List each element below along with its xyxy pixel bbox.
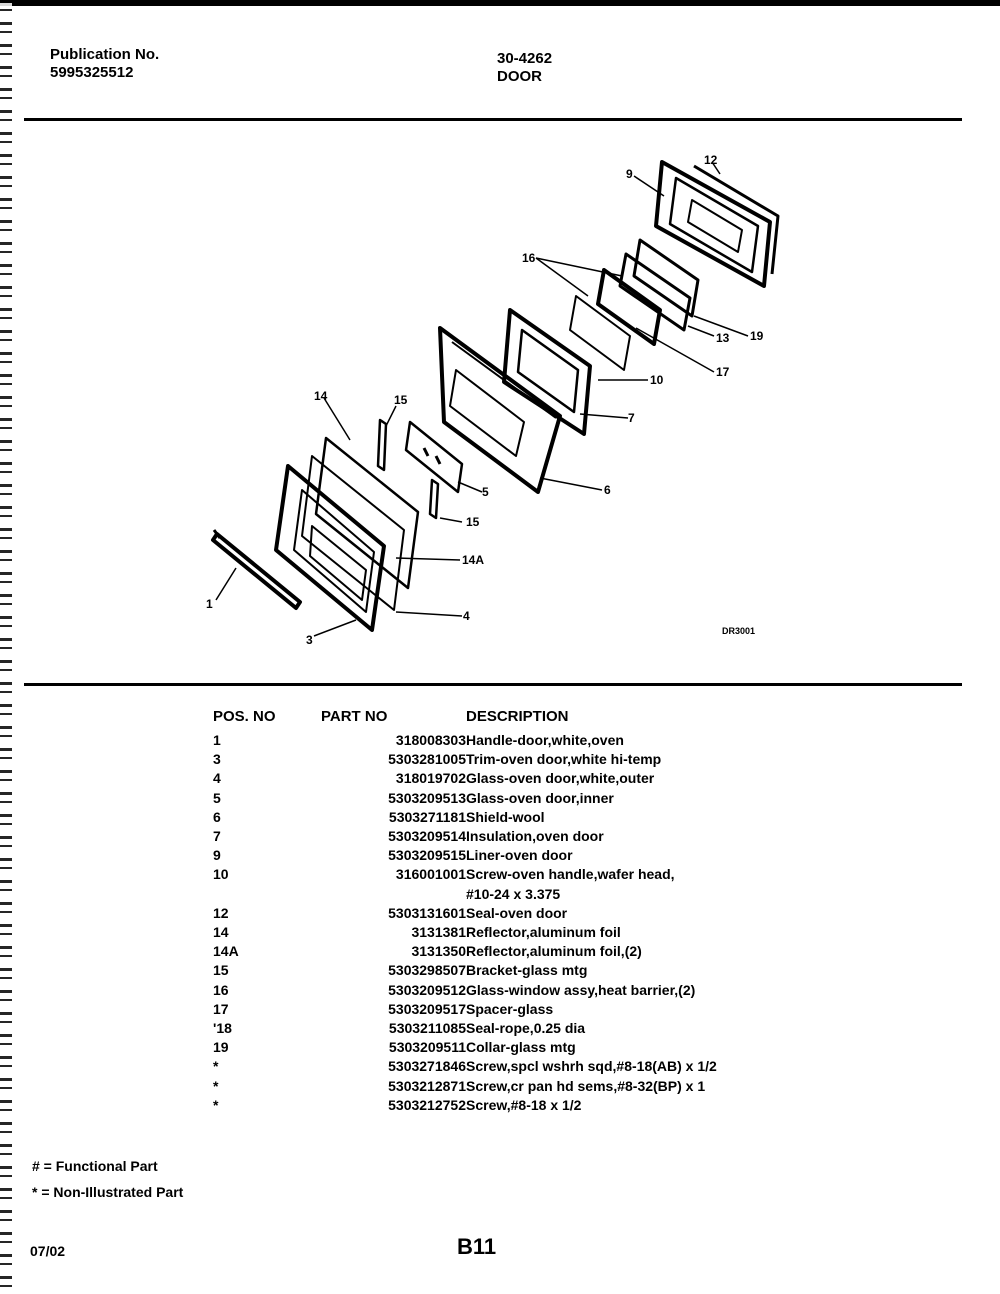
cell-part-number: 5303209512	[388, 981, 466, 998]
table-row	[213, 981, 786, 1000]
callout-14: 14	[314, 389, 328, 403]
cell-pos: 5	[213, 789, 221, 806]
col-header-part: PART NO	[321, 708, 388, 725]
table-row	[213, 942, 786, 961]
callout-17: 17	[716, 365, 730, 379]
cell-description: Bracket-glass mtg	[466, 962, 588, 979]
cell-description: Screw,cr pan hd sems,#8-32(BP) x 1	[466, 1077, 706, 1094]
callout-15-upper: 15	[394, 393, 408, 407]
cell-pos: 12	[213, 904, 229, 921]
legend-non-illustrated: * = Non-Illustrated Part	[32, 1184, 184, 1200]
callout-10: 10	[650, 373, 664, 387]
cell-description: Collar-glass mtg	[466, 1039, 576, 1056]
table-row	[213, 846, 786, 865]
callout-6: 6	[604, 483, 611, 497]
callout-labels	[206, 153, 764, 647]
parts-table	[213, 708, 786, 1115]
callout-15-lower: 15	[466, 515, 480, 529]
table-row	[213, 1096, 786, 1115]
cell-pos: *	[213, 1058, 219, 1075]
cell-pos: *	[213, 1096, 219, 1113]
parts-table-header	[213, 708, 786, 731]
cell-pos: *	[213, 1077, 219, 1094]
cell-part-number: 3131381	[411, 924, 466, 941]
col-header-description: DESCRIPTION	[466, 708, 569, 725]
cell-part-number: 318008303	[395, 732, 466, 748]
publication-label: Publication No.	[50, 46, 160, 63]
inner-door-part	[656, 162, 770, 286]
cell-part-number: 5303212871	[388, 1077, 466, 1094]
handle-part	[213, 530, 300, 608]
table-row	[213, 1019, 786, 1038]
callout-13: 13	[716, 331, 730, 345]
cell-description: Spacer-glass	[466, 1000, 554, 1017]
cell-pos	[213, 885, 321, 904]
cell-pos: 17	[213, 1000, 229, 1017]
scan-edge-top	[0, 0, 1000, 6]
cell-part-number: 316001001	[395, 866, 466, 883]
cell-description: Screw,spcl wshrh sqd,#8-18(AB) x 1/2	[466, 1058, 717, 1075]
cell-part-number: 5303209515	[388, 847, 466, 864]
cell-description: Reflector,aluminum foil	[466, 924, 621, 941]
cell-part-number: 5303271181	[388, 808, 466, 825]
cell-pos: 3	[213, 751, 221, 768]
cell-pos: 1	[213, 732, 221, 748]
callout-19: 19	[750, 329, 764, 343]
table-row	[213, 731, 786, 750]
table-row	[213, 827, 786, 846]
table-row	[213, 769, 786, 788]
table-row	[213, 1077, 786, 1096]
table-row	[213, 865, 786, 884]
cell-pos: 9	[213, 847, 221, 864]
cell-part-number: 5303211085	[388, 1020, 466, 1037]
cell-description: Insulation,oven door	[466, 828, 604, 845]
parts-table-body	[213, 731, 786, 1115]
table-row	[213, 923, 786, 942]
cell-description: Seal-oven door	[466, 904, 568, 921]
cell-pos: 14A	[213, 943, 239, 960]
cell-part-number: 318019702	[395, 770, 466, 787]
cell-description: Screw-oven handle,wafer head,	[466, 866, 675, 883]
cell-description: Screw,#8-18 x 1/2	[466, 1096, 582, 1113]
top-rule	[24, 118, 962, 121]
diagram-code: DR3001	[722, 626, 756, 636]
callout-7: 7	[628, 411, 635, 425]
table-row	[213, 885, 786, 904]
cell-part-number: 5303131601	[388, 904, 466, 921]
cell-part-number: 3131350	[411, 943, 466, 960]
cell-description: Glass-oven door,white,outer	[466, 770, 655, 787]
table-row	[213, 1000, 786, 1019]
cell-pos: 6	[213, 808, 221, 825]
callout-4: 4	[463, 609, 470, 623]
cell-description: Trim-oven door,white hi-temp	[466, 751, 662, 768]
cell-pos: 14	[213, 924, 229, 941]
cell-part-number: 5303209511	[388, 1039, 466, 1056]
callout-1: 1	[206, 597, 213, 611]
publication-block	[50, 46, 159, 82]
cell-description: Handle-door,white,oven	[466, 732, 624, 748]
table-row	[213, 1057, 786, 1076]
liner-part	[440, 328, 560, 492]
model-block	[497, 50, 552, 86]
legend-functional: # = Functional Part	[32, 1158, 158, 1174]
callout-9: 9	[626, 167, 633, 181]
cell-description: Liner-oven door	[466, 847, 573, 864]
section-title: DOOR	[497, 68, 542, 85]
cell-part-number: 5303209514	[388, 828, 466, 845]
reflector-part	[316, 438, 418, 588]
callout-3: 3	[306, 633, 313, 647]
cell-pos: 10	[213, 866, 229, 883]
callout-12: 12	[704, 153, 718, 167]
cell-description: Reflector,aluminum foil,(2)	[466, 943, 642, 960]
callout-14a: 14A	[462, 553, 485, 567]
cell-description: Glass-window assy,heat barrier,(2)	[466, 981, 696, 998]
exploded-door-diagram	[0, 130, 1000, 670]
bracket-lower-part	[430, 480, 438, 518]
footer-page-number: B11	[457, 1234, 497, 1259]
cell-pos: 16	[213, 981, 229, 998]
table-row	[213, 961, 786, 980]
cell-part-number: 5303298507	[388, 962, 466, 979]
table-row	[213, 750, 786, 769]
publication-number: 5995325512	[50, 64, 134, 81]
cell-part-number	[321, 885, 466, 904]
cell-pos: 4	[213, 770, 221, 787]
cell-part-number: 5303281005	[388, 751, 466, 768]
cell-description: Shield-wool	[466, 808, 545, 825]
table-row	[213, 904, 786, 923]
cell-part-number: 5303271846	[388, 1058, 466, 1075]
cell-pos: 7	[213, 828, 221, 845]
table-row	[213, 789, 786, 808]
model-number: 30-4262	[497, 50, 553, 67]
col-header-pos: POS. NO	[213, 708, 276, 725]
cell-part-number: 5303209513	[388, 789, 466, 806]
cell-part-number: 5303209517	[388, 1000, 466, 1017]
table-row	[213, 808, 786, 827]
callout-5: 5	[482, 485, 489, 499]
cell-description: Seal-rope,0.25 dia	[466, 1020, 586, 1037]
bracket-upper-part	[378, 420, 386, 470]
cell-description: #10-24 x 3.375	[466, 885, 561, 902]
footer-date: 07/02	[30, 1243, 66, 1259]
cell-pos: 15	[213, 962, 229, 979]
cell-part-number: 5303212752	[388, 1096, 466, 1113]
cell-description: Glass-oven door,inner	[466, 789, 614, 806]
cell-pos: 19	[213, 1039, 229, 1056]
table-row	[213, 1038, 786, 1057]
cell-pos: '18	[213, 1020, 232, 1037]
middle-rule	[24, 683, 962, 686]
callout-16: 16	[522, 251, 536, 265]
